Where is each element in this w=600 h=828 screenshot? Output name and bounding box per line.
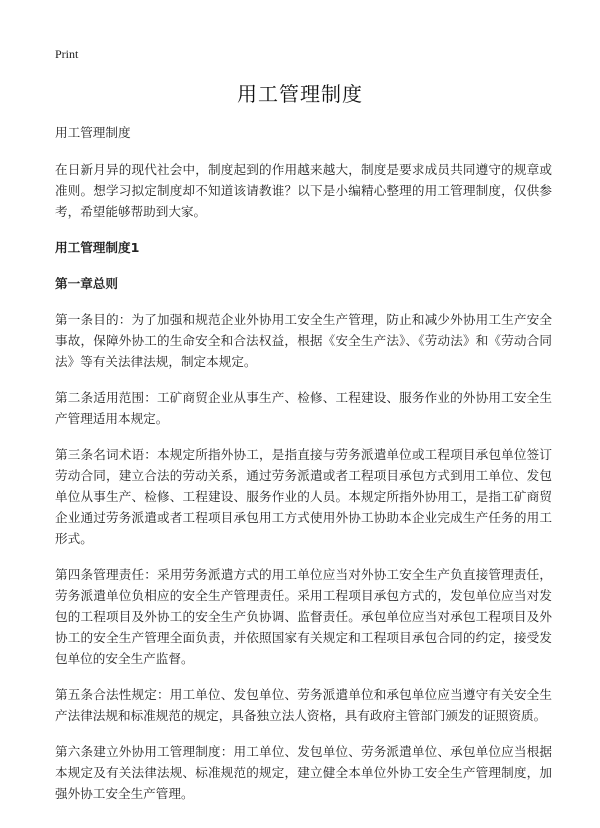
article-paragraph: 第五条合法性规定：用工单位、发包单位、劳务派遣单位和承包单位应当遵守有关安全生产法律法规和标准规范的规定，具备独立法人资格，具有政府主管部门颁发的证照资质。 [55,687,552,723]
document-subtitle: 用工管理制度 [55,125,131,140]
document-body [55,122,552,819]
page-title: 用工管理制度 [237,82,363,106]
article-paragraph: 第四条管理责任：采用劳务派遣方式的用工单位应当对外协工安全生产负直接管理责任，劳务派遣单位负相应的安全生产管理责任。采用工程项目承包方式的，发包单位应当对发包的工程项目及外协工的安全生产负协调、监督责任。承包单位应当对承包工程项目及外协工的安全生产管理全面负责，并依照国家有关规定和工程项目承包合同的约定，接受发包单位的安全生产监督。 [55,567,552,666]
article-paragraph: 第三条名词术语：本规定所指外协工，是指直接与劳务派遣单位或工程项目承包单位签订劳动合同，建立合法的劳动关系，通过劳务派遣或者工程项目承包方式到用工单位、发包单位从事生产、检修、工程建设、服务作业的人员。本规定所指外协用工，是指工矿商贸企业通过劳务派遣或者工程项目承包用工方式使用外协工协助本企业完成生产任务的用工形式。 [55,447,552,546]
article-paragraph: 第一条目的：为了加强和规范企业外协用工安全生产管理，防止和减少外协用工生产安全事故，保障外协工的生命安全和合法权益，根据《安全生产法》、《劳动法》和《劳动合同法》等有关法律法规，制定本规定。 [55,312,552,369]
article-paragraph: 第二条适用范围：工矿商贸企业从事生产、检修、工程建设、服务作业的外协用工安全生产管理适用本规定。 [55,390,552,426]
article-paragraph: 第六条建立外协用工管理制度：用工单位、发包单位、劳务派遣单位、承包单位应当根据本规定及有关法律法规、标准规范的规定，建立健全本单位外协工安全生产管理制度，加强外协工安全生产管理。 [55,744,552,801]
intro-paragraph: 在日新月异的现代社会中，制度起到的作用越来越大，制度是要求成员共同遵守的规章或准则。想学习拟定制度却不知道该请教谁？以下是小编精心整理的用工管理制度，仅供参考，希望能够帮助到大家。 [55,162,552,219]
print-link[interactable]: Print [55,47,79,61]
chapter-heading: 第一章总则 [55,276,118,291]
section-heading: 用工管理制度1 [55,240,140,255]
